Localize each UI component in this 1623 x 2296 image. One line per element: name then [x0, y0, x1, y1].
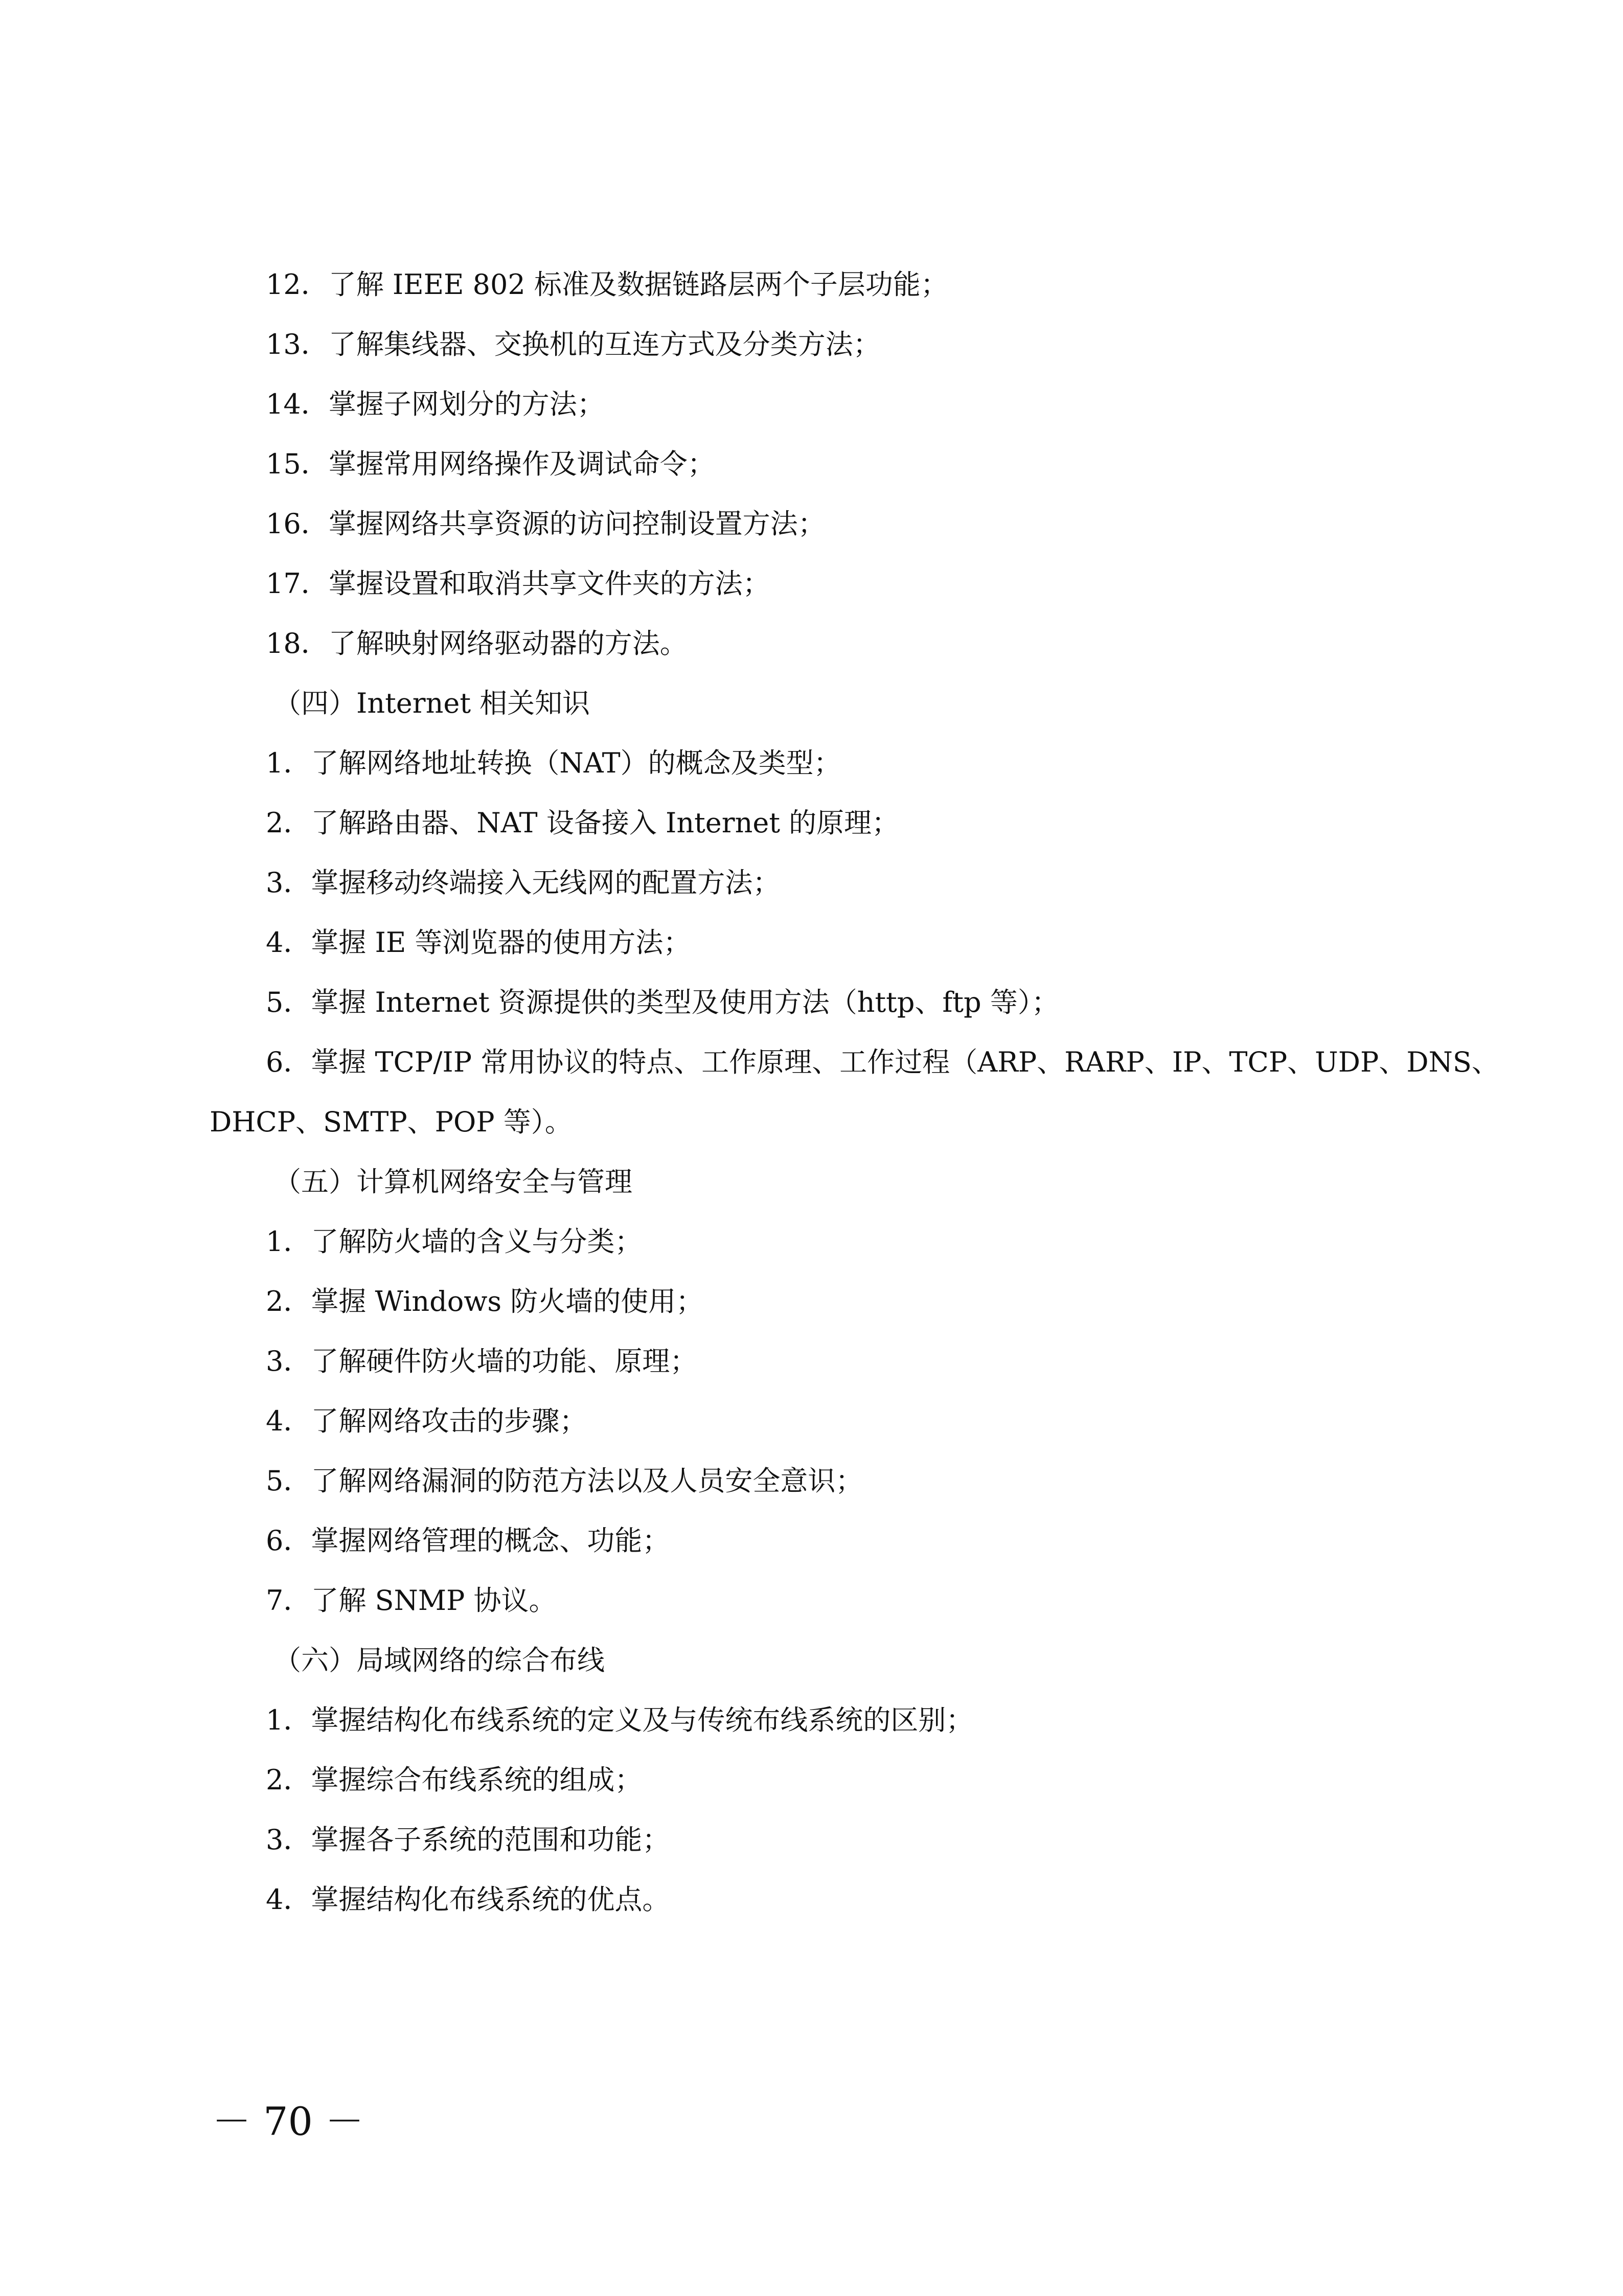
list-item: 16．掌握网络共享资源的访问控制设置方法；	[266, 508, 826, 540]
list-item: 1．掌握结构化布线系统的定义及与传统布线系统的区别；	[266, 1704, 974, 1736]
list-item: 5．掌握 Internet 资源提供的类型及使用方法（http、ftp 等）；	[266, 986, 1059, 1018]
list-item: 14．掌握子网划分的方法；	[266, 388, 605, 420]
list-item: 13．了解集线器、交换机的互连方式及分类方法；	[266, 328, 881, 360]
list-item: 2．了解路由器、NAT 设备接入 Internet 的原理；	[266, 807, 900, 839]
page-number: － 70 －	[212, 2099, 364, 2144]
list-item: 6．掌握 TCP/IP 常用协议的特点、工作原理、工作过程（ARP、RARP、IP、TCP、UDP、DNS、	[266, 1046, 1499, 1078]
document-body	[210, 255, 1499, 1929]
list-item: 18．了解映射网络驱动器的方法。	[266, 627, 688, 660]
list-item: 4．掌握结构化布线系统的优点。	[266, 1883, 670, 1916]
list-item: 2．掌握 Windows 防火墙的使用；	[266, 1285, 704, 1317]
list-item: 7．了解 SNMP 协议。	[266, 1584, 557, 1617]
list-item: 6．掌握网络管理的概念、功能；	[266, 1525, 670, 1557]
list-item: 17．掌握设置和取消共享文件夹的方法；	[266, 567, 770, 600]
list-item: 4．了解网络攻击的步骤；	[266, 1405, 587, 1437]
list-item: 1．了解防火墙的含义与分类；	[266, 1225, 643, 1258]
section-heading-internet: （四）Internet 相关知识	[273, 687, 590, 719]
section-heading-security: （五）计算机网络安全与管理	[273, 1166, 632, 1198]
list-item: 5．了解网络漏洞的防范方法以及人员安全意识；	[266, 1465, 863, 1497]
section-heading-cabling: （六）局域网络的综合布线	[273, 1644, 605, 1676]
list-item: 3．掌握移动终端接入无线网的配置方法；	[266, 867, 781, 899]
list-item: 15．掌握常用网络操作及调试命令；	[266, 448, 715, 480]
list-item: 12．了解 IEEE 802 标准及数据链路层两个子层功能；	[266, 268, 948, 301]
list-item: 3．了解硬件防火墙的功能、原理；	[266, 1345, 698, 1377]
list-item: 2．掌握综合布线系统的组成；	[266, 1764, 643, 1796]
list-item: 4．掌握 IE 等浏览器的使用方法；	[266, 926, 691, 959]
list-item: 1．了解网络地址转换（NAT）的概念及类型；	[266, 747, 841, 779]
list-item-continuation: DHCP、SMTP、POP 等）。	[210, 1106, 573, 1138]
list-item: 3．掌握各子系统的范围和功能；	[266, 1824, 670, 1856]
